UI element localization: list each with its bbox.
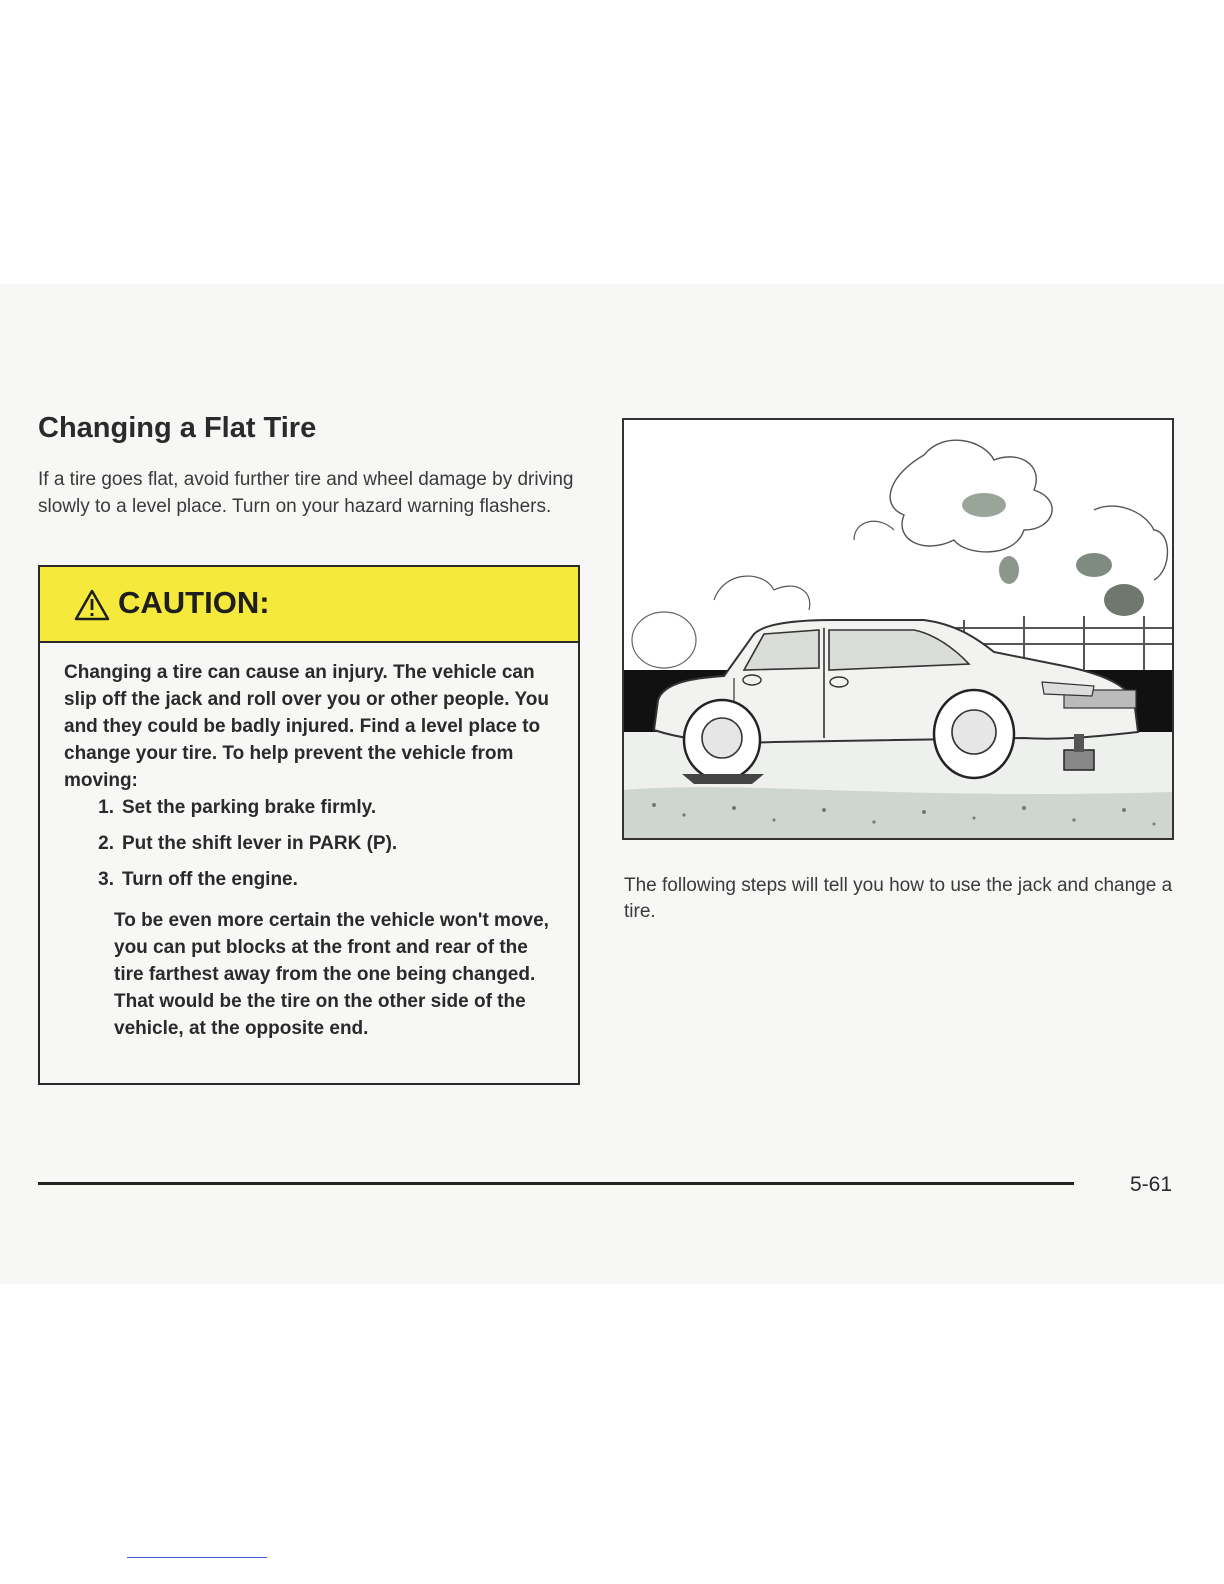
illustration-caption: The following steps will tell you how to use the jack and change a tire.: [624, 875, 1173, 922]
caution-box: [38, 565, 580, 1085]
flat-tire-illustration: [622, 418, 1174, 840]
step-number: 1.: [98, 797, 114, 818]
caution-extra-text: To be even more certain the vehicle won't move, you can put blocks at the front and rear of the tire farthest away from the one being changed. That would be the tire on the other side of the vehicle, at the opposite end.: [114, 910, 549, 1039]
caution-text: Changing a tire can cause an injury. The vehicle can slip off the jack and roll over you or other people. You and they could be badly injured. Find a level place to change your tire. To help prevent the vehicle from moving:: [64, 662, 549, 791]
footer-rule: [38, 1182, 1074, 1185]
step-number: 3.: [98, 869, 114, 890]
step-number: 2.: [98, 833, 114, 854]
caution-header: [40, 567, 578, 643]
page-number: 5-61: [1130, 1173, 1173, 1196]
link-underline[interactable]: [127, 1557, 267, 1558]
car-on-jack-drawing: [624, 420, 1172, 838]
intro-paragraph: If a tire goes flat, avoid further tire and wheel damage by driving slowly to a level place. Turn on your hazard warning flashers.: [38, 469, 574, 517]
step-text: Set the parking brake firmly.: [122, 797, 377, 818]
step-text: Put the shift lever in PARK (P).: [122, 833, 398, 854]
step-text: Turn off the engine.: [122, 869, 298, 890]
caution-label: CAUTION:: [118, 585, 270, 620]
page-title: Changing a Flat Tire: [38, 412, 317, 444]
warning-triangle-icon: [74, 589, 110, 621]
